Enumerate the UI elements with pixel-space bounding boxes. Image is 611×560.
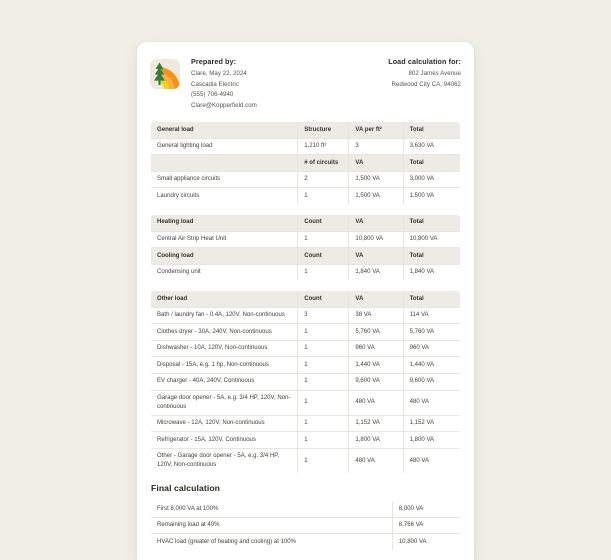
col-cooling-load: Cooling load bbox=[151, 248, 298, 265]
row-label: Clothes dryer - 30A, 240V, Non-continuous bbox=[151, 324, 298, 341]
row-total: 9,600 VA bbox=[403, 373, 460, 390]
col-total: Total bbox=[403, 248, 460, 265]
col-count: Count bbox=[298, 291, 349, 308]
table-row bbox=[151, 432, 461, 449]
col-structure: Structure bbox=[298, 122, 349, 139]
row-label: Bath / laundry fan - 0.4A, 120V, Non-continuous bbox=[151, 307, 298, 324]
row-total: 114 VA bbox=[403, 307, 460, 324]
col-blank bbox=[151, 155, 298, 172]
row-va: 1,800 VA bbox=[349, 432, 403, 449]
col-count: Count bbox=[298, 215, 349, 232]
col-total: Total bbox=[403, 215, 460, 232]
row-va: 1,500 VA bbox=[349, 171, 403, 188]
col-va: VA bbox=[349, 248, 403, 265]
row-va: 1,500 VA bbox=[349, 188, 403, 205]
row-va: 1,840 VA bbox=[349, 264, 403, 281]
table-row bbox=[151, 188, 461, 205]
table-row bbox=[151, 390, 461, 415]
row-total: 3,000 VA bbox=[403, 171, 460, 188]
row-total: 8,000 VA bbox=[392, 501, 460, 518]
load-calculation-for-block bbox=[388, 58, 461, 90]
row-count: 1 bbox=[298, 357, 349, 374]
row-count: 1 bbox=[298, 415, 349, 432]
prepared-by-phone: (555) 706-4940 bbox=[191, 91, 234, 99]
row-label: Other - Garage door opener - 5A, e.g. 3/4 HP, 120V, Non-continuous bbox=[151, 448, 298, 473]
prepared-by-author-date: Clare, May 22, 2024 bbox=[191, 70, 247, 78]
row-va: 38 VA bbox=[349, 307, 403, 324]
row-label: EV charger - 40A, 240V, Continuous bbox=[151, 373, 298, 390]
table-row bbox=[151, 448, 461, 473]
row-count: 1 bbox=[298, 373, 349, 390]
prepared-by-email: Clare@Kopperfield.com bbox=[191, 101, 257, 109]
table-header-row bbox=[151, 248, 461, 265]
row-total: 8,766 VA bbox=[392, 517, 460, 534]
table-row bbox=[151, 373, 461, 390]
general-load-table bbox=[150, 121, 461, 205]
final-calculation-title: Final calculation bbox=[151, 483, 221, 494]
table-row bbox=[151, 307, 461, 324]
site-address-city: Redwood City CA, 94062 bbox=[391, 80, 461, 88]
row-total: 1,800 VA bbox=[403, 432, 460, 449]
row-va: 960 VA bbox=[349, 340, 403, 357]
row-count: 1 bbox=[298, 448, 349, 473]
row-total: 10,800 VA bbox=[403, 231, 460, 248]
row-va: 1,440 VA bbox=[349, 357, 403, 374]
row-label: First 8,000 VA at 100% bbox=[151, 501, 393, 518]
row-total: 1,440 VA bbox=[403, 357, 460, 374]
table-row bbox=[151, 340, 461, 357]
col-count: Count bbox=[298, 248, 349, 265]
table-header-row bbox=[151, 215, 461, 232]
row-count: 1 bbox=[298, 340, 349, 357]
row-count: 1 bbox=[298, 432, 349, 449]
row-label: Condensing unit bbox=[151, 264, 298, 281]
row-va: 480 VA bbox=[349, 390, 403, 415]
row-va: 5,760 VA bbox=[349, 324, 403, 341]
col-general-load: General load bbox=[151, 122, 298, 139]
row-count: 1 bbox=[298, 264, 349, 281]
row-label: Microwave - 12A, 120V, Non-continuous bbox=[151, 415, 298, 432]
table-header-row bbox=[151, 122, 461, 139]
row-total: 1,152 VA bbox=[403, 415, 460, 432]
prepared-by-block bbox=[191, 58, 388, 111]
load-calculation-card bbox=[137, 42, 474, 560]
table-header-row bbox=[151, 155, 461, 172]
row-label: Refrigerator - 15A, 120V, Continuous bbox=[151, 432, 298, 449]
table-row bbox=[151, 534, 461, 551]
col-va: VA bbox=[349, 155, 403, 172]
col-other-load: Other load bbox=[151, 291, 298, 308]
col-total: Total bbox=[403, 122, 460, 139]
hvac-load-table bbox=[150, 214, 461, 281]
row-va-per-sqft: 3 bbox=[349, 138, 403, 155]
row-va: 1,152 VA bbox=[349, 415, 403, 432]
col-heating-load: Heating load bbox=[151, 215, 298, 232]
table-row bbox=[151, 138, 461, 155]
table-header-row bbox=[151, 291, 461, 308]
table-row bbox=[151, 324, 461, 341]
row-label: Disposal - 15A, e.g. 1 hp, Non-continuous bbox=[151, 357, 298, 374]
table-row bbox=[151, 501, 461, 518]
table-row bbox=[151, 517, 461, 534]
load-calculation-for-title: Load calculation for: bbox=[388, 57, 461, 66]
row-count: 3 bbox=[298, 307, 349, 324]
other-load-table bbox=[150, 290, 461, 474]
row-total: 480 VA bbox=[403, 390, 460, 415]
col-circuit-count: # of circuits bbox=[298, 155, 349, 172]
col-va: VA bbox=[349, 215, 403, 232]
prepared-by-company: Cascadia Electric bbox=[191, 80, 239, 88]
row-total: 1,840 VA bbox=[403, 264, 460, 281]
row-label: Central Air Strip Heat Unit bbox=[151, 231, 298, 248]
row-count: 2 bbox=[298, 171, 349, 188]
row-label: Garage door opener - 5A, e.g. 3/4 HP, 120V, Non-continuous bbox=[151, 390, 298, 415]
col-total: Total bbox=[403, 291, 460, 308]
row-label: Dishwasher - 10A, 120V, Non-continuous bbox=[151, 340, 298, 357]
row-label: Small appliance circuits bbox=[151, 171, 298, 188]
row-total: 5,760 VA bbox=[403, 324, 460, 341]
row-label: HVAC load (greater of heating and cooling) at 100% bbox=[151, 534, 393, 551]
table-row bbox=[151, 264, 461, 281]
table-row bbox=[151, 357, 461, 374]
row-va: 480 VA bbox=[349, 448, 403, 473]
row-structure: 1,210 ft² bbox=[298, 138, 349, 155]
table-row bbox=[151, 231, 461, 248]
row-va: 9,600 VA bbox=[349, 373, 403, 390]
row-total: 10,800 VA bbox=[392, 534, 460, 551]
prepared-by-title: Prepared by: bbox=[191, 57, 237, 66]
row-total: 3,630 VA bbox=[403, 138, 460, 155]
col-va: VA bbox=[349, 291, 403, 308]
row-label: General lighting load bbox=[151, 138, 298, 155]
row-total: 1,500 VA bbox=[403, 188, 460, 205]
final-calculation-table bbox=[150, 500, 461, 551]
row-label: Laundry circuits bbox=[151, 188, 298, 205]
row-count: 1 bbox=[298, 324, 349, 341]
row-va: 10,800 VA bbox=[349, 231, 403, 248]
row-count: 1 bbox=[298, 231, 349, 248]
row-count: 1 bbox=[298, 188, 349, 205]
row-total: 480 VA bbox=[403, 448, 460, 473]
col-va-per-sqft: VA per ft² bbox=[349, 122, 403, 139]
row-count: 1 bbox=[298, 390, 349, 415]
row-total: 960 VA bbox=[403, 340, 460, 357]
pine-tree-sunburst-logo-icon bbox=[150, 59, 180, 89]
col-total: Total bbox=[403, 155, 460, 172]
site-address-street: 802 James Avenue bbox=[408, 70, 461, 78]
document-header bbox=[150, 56, 461, 121]
table-row bbox=[151, 415, 461, 432]
row-label: Remaining load at 40% bbox=[151, 517, 393, 534]
table-row bbox=[151, 171, 461, 188]
